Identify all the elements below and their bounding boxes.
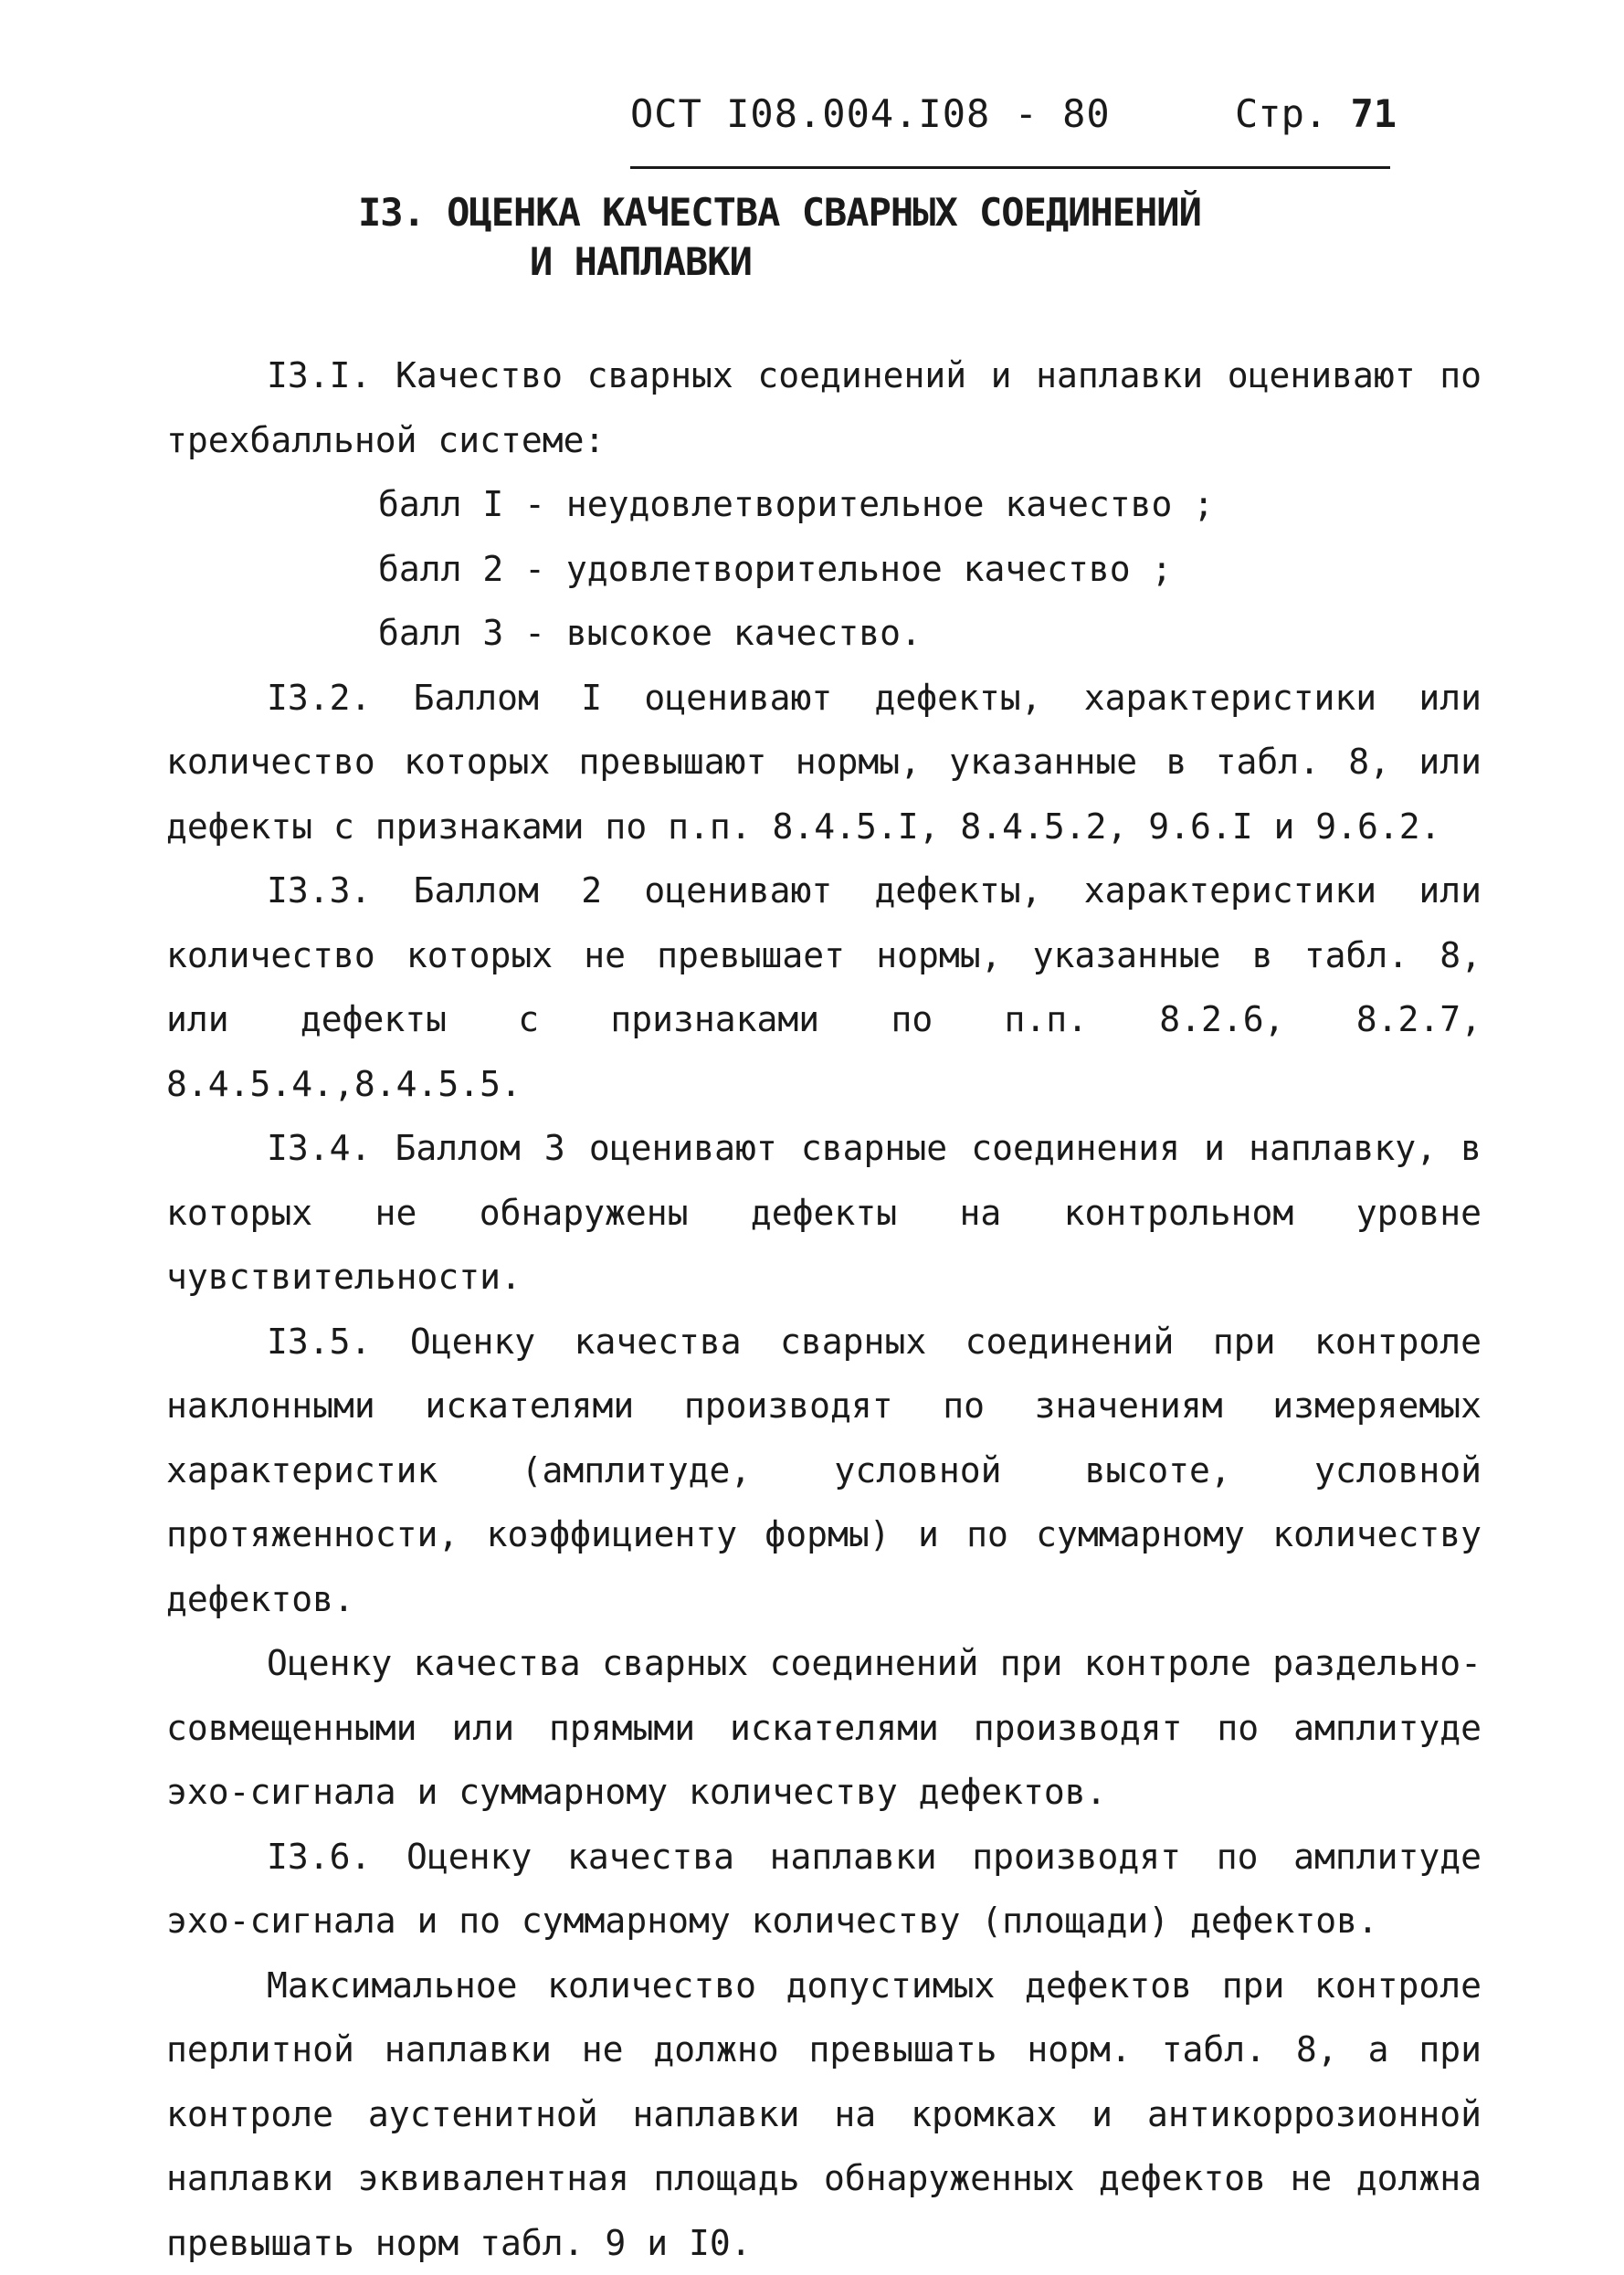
page-label: Стр. <box>1235 91 1327 136</box>
section-title-line2: И НАПЛАВКИ <box>0 239 1624 284</box>
paragraph-13-1: I3.I. Качество сварных соединений и наплавки оценивают по трехбалльной системе: <box>166 343 1482 472</box>
paragraph-13-5-cont: Оценку качества сварных соединений при контроле раздельно-совмещенными или прямыми искателями производят по амплитуде эхо-сигнала и суммарному количеству дефектов. <box>166 1631 1482 1825</box>
paragraph-13-6-cont: Максимальное количество допустимых дефектов при контроле перлитной наплавки не должно превышать норм. табл. 8, а при контроле аустенитной наплавки на кромках и антикоррозионной наплавки эквивалентная площадь обнаруженных дефектов не должна превышать норм табл. 9 и I0. <box>166 1954 1482 2275</box>
page-number: 71 <box>1350 91 1397 136</box>
paragraph-13-6: I3.6. Оценку качества наплавки производят по амплитуде эхо-сигнала и по суммарному количеству (площади) дефектов. <box>166 1825 1482 1954</box>
paragraph-13-2: I3.2. Баллом I оценивают дефекты, характеристики или количество которых превышают нормы, указанные в табл. 8, или дефекты с признаками по п.п. 8.4.5.I, 8.4.5.2, 9.6.I и 9.6.2. <box>166 666 1482 859</box>
header-divider <box>630 166 1390 169</box>
score-item-1: балл I - неудовлетворительное качество ; <box>166 472 1482 537</box>
section-title-line1: I3. ОЦЕНКА КАЧЕСТВА СВАРНЫХ СОЕДИНЕНИЙ <box>0 190 1624 235</box>
paragraph-13-3: I3.3. Баллом 2 оценивают дефекты, характеристики или количество которых не превышает нормы, указанные в табл. 8, или дефекты с признаками по п.п. 8.2.6, 8.2.7, 8.4.5.4.,8.4.5.5. <box>166 858 1482 1116</box>
document-number: ОСТ I08.004.I08 - 80 <box>630 91 1111 136</box>
page-indicator <box>1235 91 1397 136</box>
score-item-2: балл 2 - удовлетворительное качество ; <box>166 537 1482 602</box>
paragraph-13-5: I3.5. Оценку качества сварных соединений при контроле наклонными искателями производят по значениям измеряемых характеристик (амплитуде, условной высоте, условной протяженности, коэффициенту формы) и по суммарному количеству дефектов. <box>166 1310 1482 1632</box>
document-body <box>166 343 1482 2275</box>
paragraph-13-4: I3.4. Баллом 3 оценивают сварные соединения и наплавку, в которых не обнаружены дефекты на контрольном уровне чувствительности. <box>166 1116 1482 1310</box>
score-item-3: балл 3 - высокое качество. <box>166 601 1482 666</box>
